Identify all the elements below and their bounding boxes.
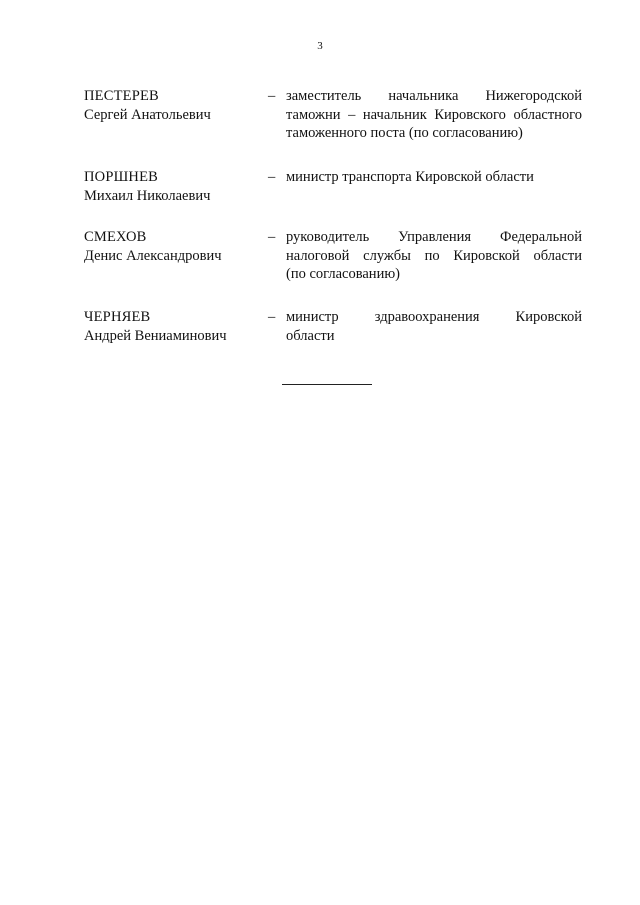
member-given-name: Денис Александрович [84, 247, 222, 264]
member-role [286, 308, 582, 345]
role-line: заместитель начальника Нижегородской [286, 88, 582, 104]
page-number: 3 [317, 40, 323, 52]
member-given-name: Михаил Николаевич [84, 187, 211, 204]
member-name [84, 228, 264, 265]
member-name [84, 308, 264, 345]
member-surname: ПЕСТЕРЕВ [84, 88, 159, 104]
role-line: министр здравоохранения Кировской [286, 309, 582, 325]
member-surname: ПОРШНЕВ [84, 169, 159, 185]
closing-rule [282, 384, 372, 385]
dash-separator: – [268, 88, 276, 104]
role-line: области [286, 327, 335, 344]
role-line: таможни – начальник Кировского областного [286, 106, 582, 123]
role-line: (по согласованию) [286, 266, 400, 282]
member-surname: ЧЕРНЯЕВ [84, 309, 151, 325]
dash-separator: – [268, 229, 276, 245]
member-surname: СМЕХОВ [84, 229, 147, 245]
member-name [84, 87, 264, 124]
dash-separator: – [268, 309, 276, 325]
member-name [84, 168, 264, 205]
member-role [286, 228, 582, 284]
member-given-name: Андрей Вениаминович [84, 327, 227, 344]
member-role [286, 168, 582, 187]
role-line: таможенного поста (по согласованию) [286, 125, 523, 141]
role-line: налоговой службы по Кировской области [286, 247, 582, 264]
dash-separator: – [268, 169, 276, 185]
role-line: руководитель Управления Федеральной [286, 229, 582, 245]
member-role [286, 87, 582, 143]
role-line: министр транспорта Кировской области [286, 169, 534, 185]
member-given-name: Сергей Анатольевич [84, 106, 211, 123]
